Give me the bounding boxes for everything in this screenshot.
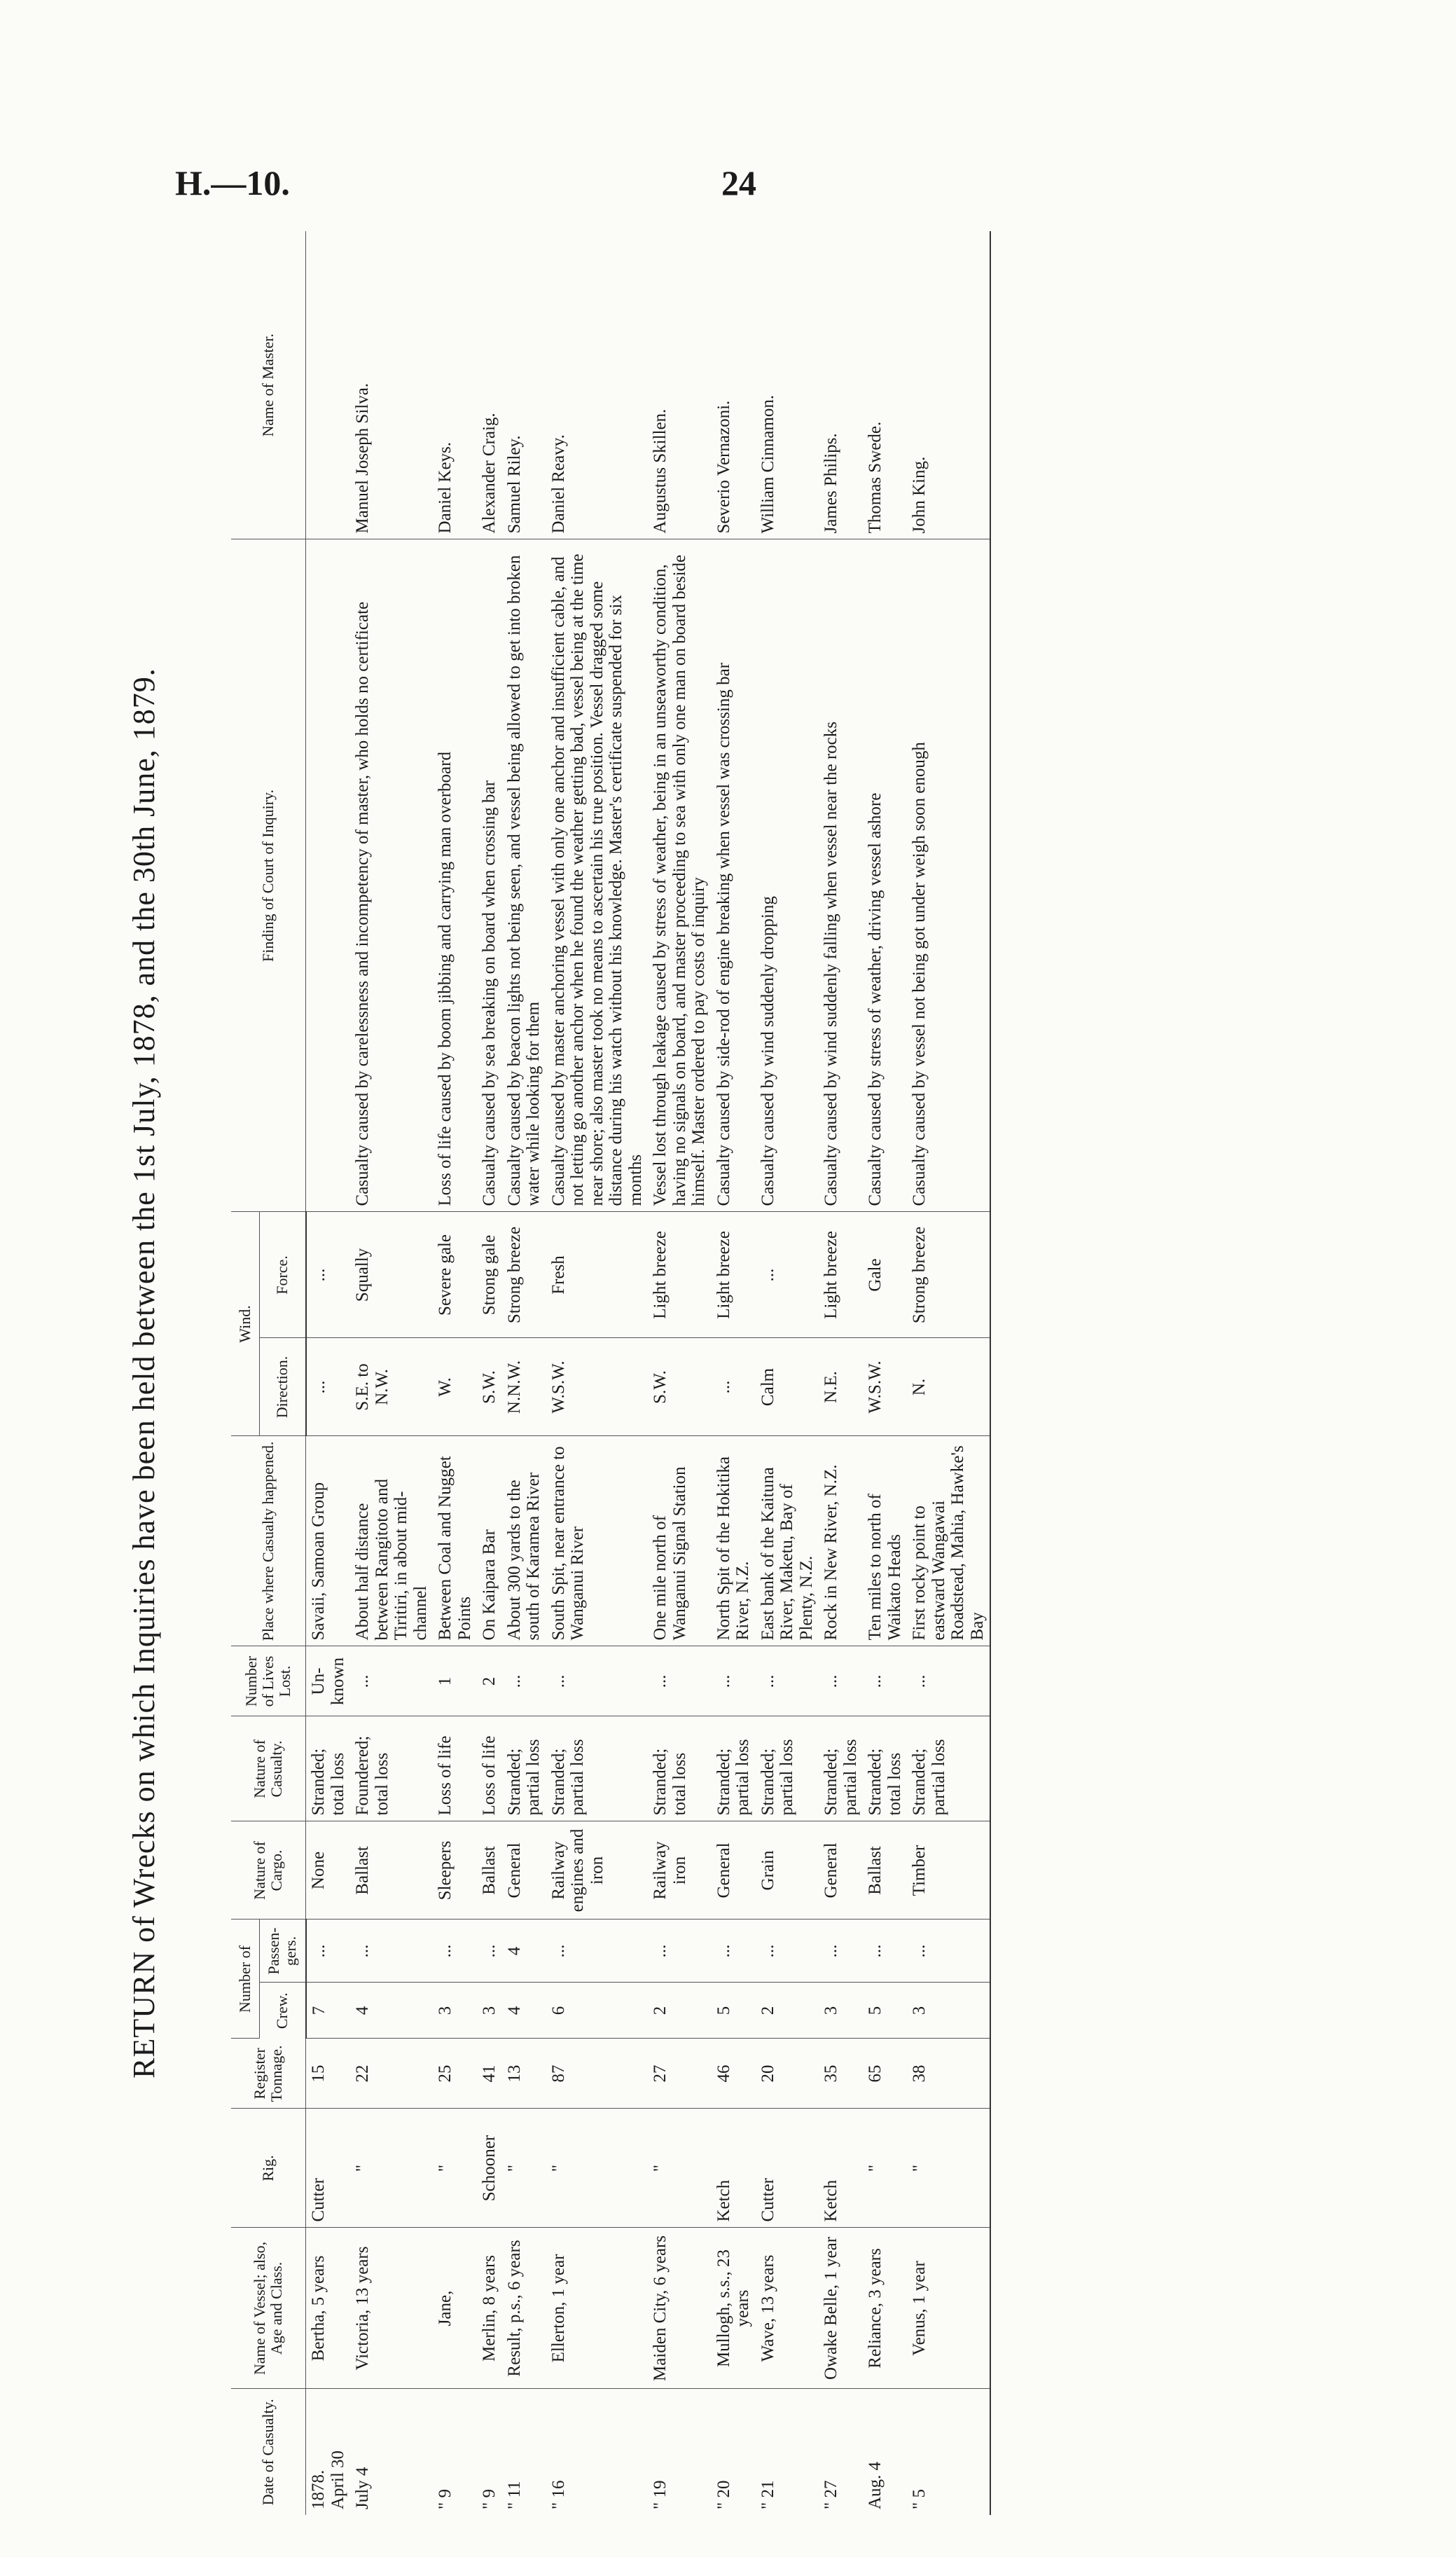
cell-vessel: Mullogh, s.s., 23 years [712,2228,756,2389]
cell-rig: Ketch [819,2109,863,2228]
table-row [306,231,351,2515]
page-title: RETURN of Wrecks on which Inquiries have been held between the 1st July, 1878, and the 30th June, 1879. [127,668,161,2079]
cell-tonnage: 46 [712,2039,756,2109]
cell-passengers: ... [819,1920,863,1983]
cell-tonnage: 22 [350,2039,433,2109]
cell-rig: Cutter [306,2109,351,2228]
table-row [502,231,546,2515]
cell-lives: ... [648,1646,712,1716]
cell-rig: " [546,2109,649,2228]
cell-direction: Calm [756,1338,819,1436]
cell-finding: Loss of life caused by boom jibbing and carrying man overboard [433,539,477,1212]
cell-force: Fresh [546,1212,649,1338]
cell-casualty: Stranded; total loss [306,1716,351,1821]
cell-vessel: Owake Belle, 1 year [819,2228,863,2389]
cell-vessel: Victoria, 13 years [350,2228,433,2389]
cell-force: Gale [863,1212,907,1338]
cell-lives: ... [756,1646,819,1716]
cell-force: Severe gale [433,1212,477,1338]
cell-tonnage: 38 [907,2039,990,2109]
cell-lives: ... [819,1646,863,1716]
cell-passengers: ... [648,1920,712,1983]
wrecks-table [231,231,991,2515]
cell-cargo: General [502,1821,546,1920]
cell-lives: ... [350,1646,433,1716]
cell-rig: " [350,2109,433,2228]
table-row [907,231,990,2515]
cell-finding [306,539,351,1212]
cell-crew: 2 [648,1983,712,2039]
cell-place: First rocky point to eastward Wangawai Roadstead, Mahia, Hawke's Bay [907,1436,990,1646]
cell-direction: ... [306,1338,351,1436]
cell-vessel: Result, p.s., 6 years [502,2228,546,2389]
cell-cargo: General [819,1821,863,1920]
cell-force: Strong breeze [907,1212,990,1338]
cell-date: " 20 [714,2480,733,2509]
cell-crew: 3 [907,1983,990,2039]
cell-casualty: Stranded; partial loss [907,1716,990,1821]
cell-master: Thomas Swede. [863,231,907,539]
cell-direction: S.W. [477,1338,502,1436]
header-place: Place where Casualty happened. [231,1436,306,1646]
cell-master: Augustus Skillen. [648,231,712,539]
cell-rig: " [907,2109,990,2228]
header-casualty: Nature of Casualty. [231,1716,306,1821]
cell-cargo: General [712,1821,756,1920]
cell-tonnage: 27 [648,2039,712,2109]
table-row [648,231,712,2515]
header-passengers: Passen-gers. [260,1920,306,1983]
cell-crew: 6 [546,1983,649,2039]
cell-date: " 9 [436,2489,455,2509]
cell-crew: 3 [819,1983,863,2039]
cell-passengers: ... [712,1920,756,1983]
cell-date: Aug. 4 [866,2461,885,2509]
cell-finding: Casualty caused by beacon lights not being seen, and vessel being allowed to get into broken water while looking for them [502,539,546,1212]
cell-lives: Un-known [306,1646,351,1716]
cell-lives: ... [502,1646,546,1716]
cell-tonnage: 25 [433,2039,477,2109]
cell-date [306,2389,351,2515]
cell-finding: Casualty caused by side-rod of engine breaking when vessel was crossing bar [712,539,756,1212]
cell-crew: 2 [756,1983,819,2039]
cell-passengers: ... [477,1920,502,1983]
cell-finding: Casualty caused by wind suddenly falling when vessel near the rocks [819,539,863,1212]
cell-force: Strong breeze [502,1212,546,1338]
cell-passengers: 4 [502,1920,546,1983]
cell-vessel: Venus, 1 year [907,2228,990,2389]
cell-master: James Philips. [819,231,863,539]
cell-master: John King. [907,231,990,539]
cell-lives: 1 [433,1646,477,1716]
cell-master: Daniel Reavy. [546,231,649,539]
year-label: 1878. [309,2469,328,2509]
cell-place: About half distance between Rangitoto and Tiritiri, in about mid-channel [350,1436,433,1646]
page-code: H.—10. [175,163,290,202]
cell-passengers: ... [907,1920,990,1983]
cell-casualty: Foundered; total loss [350,1716,433,1821]
cell-force: ... [756,1212,819,1338]
cell-force: Light breeze [648,1212,712,1338]
cell-crew: 5 [712,1983,756,2039]
page-number: 24 [721,163,756,202]
cell-lives: ... [712,1646,756,1716]
cell-vessel: Jane, [433,2228,477,2389]
cell-rig: " [433,2109,477,2228]
cell-rig: " [502,2109,546,2228]
cell-passengers: ... [863,1920,907,1983]
cell-rig: Cutter [756,2109,819,2228]
cell-crew: 5 [863,1983,907,2039]
cell-vessel: Ellerton, 1 year [546,2228,649,2389]
cell-tonnage: 13 [502,2039,546,2109]
table-row [477,231,502,2515]
cell-date: " 21 [758,2480,777,2509]
cell-finding: Casualty caused by wind suddenly dropping [756,539,819,1212]
cell-tonnage: 35 [819,2039,863,2109]
header-tonnage: Register Tonnage. [231,2039,306,2109]
cell-force: ... [306,1212,351,1338]
cell-casualty: Loss of life [433,1716,477,1821]
cell-casualty: Stranded; partial loss [756,1716,819,1821]
cell-date: " 19 [651,2480,670,2509]
header-number-of: Number of [231,1920,260,2039]
cell-direction: W.S.W. [863,1338,907,1436]
header-lives: Number of Lives Lost. [231,1646,306,1716]
cell-place: South Spit, near entrance to Wanganui River [546,1436,649,1646]
cell-direction: S.E. to N.W. [350,1338,433,1436]
cell-lives: ... [907,1646,990,1716]
table-row [433,231,477,2515]
cell-tonnage: 15 [306,2039,351,2109]
cell-vessel: Merlin, 8 years [477,2228,502,2389]
cell-cargo: Sleepers [433,1821,477,1920]
cell-cargo: Timber [907,1821,990,1920]
cell-date: " 9 [480,2489,499,2509]
cell-date: " 11 [504,2481,524,2509]
cell-vessel: Bertha, 5 years [306,2228,351,2389]
cell-master: Manuel Joseph Silva. [350,231,433,539]
table-row [756,231,819,2515]
header-vessel: Name of Vessel; also, Age and Class. [231,2228,306,2389]
cell-direction: N.E. [819,1338,863,1436]
cell-date: July 4 [353,2467,373,2509]
cell-vessel: Maiden City, 6 years [648,2228,712,2389]
cell-master [306,231,351,539]
cell-finding: Casualty caused by sea breaking on board when crossing bar [477,539,502,1212]
cell-vessel: Reliance, 3 years [863,2228,907,2389]
table-row [546,231,649,2515]
cell-direction: W. [433,1338,477,1436]
date-value: April 30 [328,2450,347,2509]
header-force: Force. [260,1212,306,1338]
cell-cargo: Ballast [863,1821,907,1920]
cell-casualty: Stranded; partial loss [546,1716,649,1821]
cell-cargo: Railway iron [648,1821,712,1920]
cell-place: Savaii, Samoan Group [306,1436,351,1646]
cell-date: " 5 [907,2389,990,2515]
cell-force: Strong gale [477,1212,502,1338]
cell-direction: N. [907,1338,990,1436]
cell-casualty: Stranded; partial loss [502,1716,546,1821]
cell-tonnage: 87 [546,2039,649,2109]
cell-tonnage: 20 [756,2039,819,2109]
cell-cargo: None [306,1821,351,1920]
cell-place: Ten miles to north of Waikato Heads [863,1436,907,1646]
cell-crew: 4 [350,1983,433,2039]
cell-lives: 2 [477,1646,502,1716]
cell-place: North Spit of the Hokitika River, N.Z. [712,1436,756,1646]
cell-place: Between Coal and Nugget Points [433,1436,477,1646]
cell-direction: ... [712,1338,756,1436]
cell-place: On Kaipara Bar [477,1436,502,1646]
cell-passengers: ... [756,1920,819,1983]
cell-finding: Casualty caused by master anchoring vessel with only one anchor and insufficient cable, and not letting go another anchor when he found the weather getting bad, vessel being at the time near shore; also master took no means to ascertain his true position. Vessel dragged some distance during his watch without his knowledge. Master's certificate suspended for six months [546,539,649,1212]
cell-passengers: ... [306,1920,351,1983]
cell-cargo: Grain [756,1821,819,1920]
cell-casualty: Stranded; partial loss [819,1716,863,1821]
cell-place: One mile north of Wanganui Signal Station [648,1436,712,1646]
rotated-return-table [126,231,1247,2515]
table-row [819,231,863,2515]
cell-finding: Casualty caused by carelessness and incompetency of master, who holds no certificate [350,539,433,1212]
cell-master: Severio Vernazoni. [712,231,756,539]
cell-cargo: Ballast [477,1821,502,1920]
cell-force: Light breeze [712,1212,756,1338]
cell-cargo: Ballast [350,1821,433,1920]
cell-date: " 27 [821,2480,841,2509]
cell-casualty: Stranded; total loss [863,1716,907,1821]
cell-place: Rock in New River, N.Z. [819,1436,863,1646]
cell-force: Squally [350,1212,433,1338]
cell-master: William Cinnamon. [756,231,819,539]
header-finding: Finding of Court of Inquiry. [231,539,306,1212]
cell-finding: Casualty caused by vessel not being got under weigh soon enough [907,539,990,1212]
cell-tonnage: 65 [863,2039,907,2109]
cell-rig: " [863,2109,907,2228]
page-header [175,163,1324,205]
header-date: Date of Casualty. [231,2389,306,2515]
cell-passengers: ... [433,1920,477,1983]
table-row [712,231,756,2515]
cell-tonnage: 41 [477,2039,502,2109]
header-wind: Wind. [231,1212,260,1436]
cell-lives: ... [863,1646,907,1716]
cell-rig: " [648,2109,712,2228]
table-row [350,231,433,2515]
table-row [863,231,907,2515]
header-row [231,231,260,2515]
cell-vessel: Wave, 13 years [756,2228,819,2389]
cell-casualty: Loss of life [477,1716,502,1821]
cell-rig: Ketch [712,2109,756,2228]
cell-place: About 300 yards to the south of Karamea River [502,1436,546,1646]
cell-crew: 7 [306,1983,351,2039]
cell-master: Alexander Craig. [477,231,502,539]
cell-finding: Vessel lost through leakage caused by stress of weather, being in an unseaworthy condition, having no signals on board, and master proceeding to sea with only one man on board beside himself. Master ordered to pay costs of inquiry [648,539,712,1212]
cell-date: " 16 [548,2480,568,2509]
header-direction: Direction. [260,1338,306,1436]
cell-casualty: Stranded; partial loss [712,1716,756,1821]
cell-master: Samuel Riley. [502,231,546,539]
header-crew: Crew. [260,1983,306,2039]
cell-casualty: Stranded; total loss [648,1716,712,1821]
cell-passengers: ... [546,1920,649,1983]
header-rig: Rig. [231,2109,306,2228]
cell-direction: N.N.W. [502,1338,546,1436]
cell-crew: 3 [433,1983,477,2039]
cell-passengers: ... [350,1920,433,1983]
cell-crew: 4 [502,1983,546,2039]
cell-rig: Schooner [477,2109,502,2228]
header-master: Name of Master. [231,231,306,539]
cell-place: East bank of the Kaituna River, Maketu, Bay of Plenty, N.Z. [756,1436,819,1646]
cell-finding: Casualty caused by stress of weather, driving vessel ashore [863,539,907,1212]
cell-master: Daniel Keys. [433,231,477,539]
cell-cargo: Railway engines and iron [546,1821,649,1920]
header-cargo: Nature of Cargo. [231,1821,306,1920]
cell-lives: ... [546,1646,649,1716]
cell-force: Light breeze [819,1212,863,1338]
cell-direction: S.W. [648,1338,712,1436]
cell-crew: 3 [477,1983,502,2039]
cell-direction: W.S.W. [546,1338,649,1436]
